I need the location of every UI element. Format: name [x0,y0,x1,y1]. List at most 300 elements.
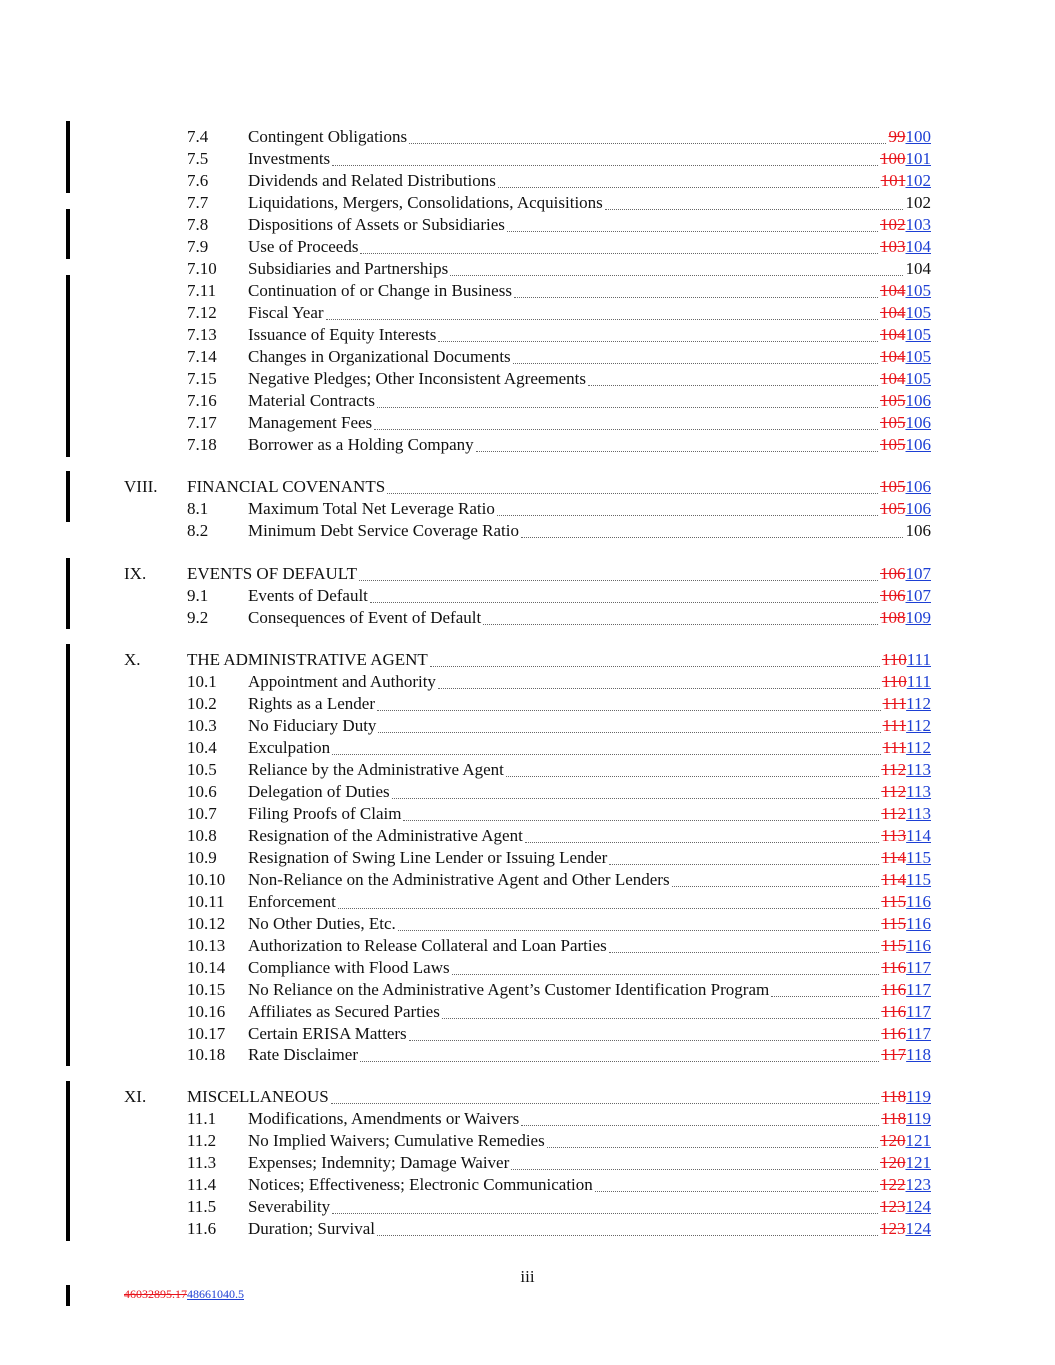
toc-section-row[interactable] [0,258,1055,280]
section-number: 7.15 [187,369,217,388]
page-number-deleted: 106 [880,564,906,583]
page-number-deleted: 110 [881,650,907,669]
dot-leader [521,537,903,538]
dot-leader [513,363,878,364]
page-number-deleted: 112 [881,760,907,779]
page-reference[interactable] [881,1023,931,1045]
toc-section-row[interactable] [0,737,1055,759]
entry-title: Expenses; Indemnity; Damage Waiver [248,1153,510,1172]
section-number: 10.3 [187,716,217,735]
toc-section-row[interactable] [0,1044,1055,1066]
entry-title: Subsidiaries and Partnerships [248,259,449,278]
dot-leader [374,429,878,430]
section-number: 7.12 [187,303,217,322]
page-number-inserted[interactable]: 101 [905,149,931,168]
toc-section-row[interactable] [0,979,1055,1001]
section-number: 10.1 [187,672,217,691]
page-number-inserted[interactable]: 112 [906,694,931,713]
page-number-inserted[interactable]: 117 [906,1002,931,1021]
section-number: 11.4 [187,1175,217,1194]
entry-title: Dividends and Related Distributions [248,171,496,190]
toc-section-row[interactable] [0,847,1055,869]
section-number: 10.12 [187,914,226,933]
page-reference[interactable] [880,214,931,236]
toc-section-row[interactable] [0,280,1055,302]
toc-section-row[interactable] [0,236,1055,258]
page-number-deleted: 100 [880,149,906,168]
toc-article-row[interactable] [0,476,1055,498]
page-reference[interactable] [883,715,931,737]
toc-section-row[interactable] [0,913,1055,935]
page-number-deleted: 99 [888,127,906,146]
page-number-inserted[interactable]: 106 [905,435,931,454]
page-number-deleted: 111 [882,738,907,757]
page-number-inserted[interactable]: 106 [905,499,931,518]
section-number: 10.15 [187,980,226,999]
page-number-deleted: 108 [880,608,906,627]
dot-leader [547,1147,878,1148]
entry-title: Maximum Total Net Leverage Ratio [248,499,495,518]
page-number-inserted[interactable]: 117 [906,958,931,977]
entry-title: Events of Default [248,586,368,605]
dot-leader [672,886,879,887]
toc-section-row[interactable] [0,1174,1055,1196]
page-number-deleted: 116 [881,980,907,999]
entry-title: Investments [248,149,331,168]
page-number-inserted[interactable]: 107 [905,586,931,605]
page-number-deleted: 110 [881,672,907,691]
section-number: 10.13 [187,936,226,955]
page-number-inserted[interactable]: 105 [905,281,931,300]
toc-section-row[interactable] [0,1001,1055,1023]
section-number: 10.18 [187,1045,226,1064]
section-number: 10.2 [187,694,217,713]
page-number-inserted[interactable]: 104 [905,237,931,256]
dot-leader [377,407,878,408]
document-id-inserted[interactable]: 48661040.5 [187,1287,244,1301]
dot-leader [387,493,878,494]
article-number: X. [124,650,141,669]
toc-section-row[interactable] [0,214,1055,236]
page-number-deleted: 120 [880,1153,906,1172]
page-reference[interactable] [881,170,931,192]
page-number-inserted[interactable]: 124 [905,1197,931,1216]
page-number-deleted: 116 [881,958,907,977]
dot-leader [338,908,879,909]
dot-leader [430,666,880,667]
page-number-deleted: 101 [880,171,906,190]
section-number: 11.2 [187,1131,217,1150]
page-number-deleted: 118 [881,1109,907,1128]
page-number-inserted[interactable]: 121 [905,1131,931,1150]
section-number: 7.16 [187,391,217,410]
revision-change-bar [66,209,70,259]
page-reference[interactable] [880,236,931,258]
entry-title: Non-Reliance on the Administrative Agent and Other Lenders [248,870,670,889]
page-reference[interactable] [889,126,932,148]
page-reference[interactable] [881,869,931,891]
page-reference[interactable] [881,781,931,803]
toc-section-row[interactable] [0,346,1055,368]
toc-section-row[interactable] [0,170,1055,192]
toc-section-row[interactable] [0,671,1055,693]
entry-title: Notices; Effectiveness; Electronic Communication [248,1175,593,1194]
page-number-inserted[interactable]: 113 [906,804,931,823]
entry-title: Consequences of Event of Default [248,608,482,627]
page-number-inserted[interactable]: 119 [906,1109,931,1128]
section-number: 10.14 [187,958,226,977]
section-number: 7.17 [187,413,217,432]
dot-leader [370,602,878,603]
article-number: XI. [124,1087,147,1106]
page-number-inserted[interactable]: 113 [906,760,931,779]
entry-title: Certain ERISA Matters [248,1024,407,1043]
section-number: 7.18 [187,435,217,454]
page-reference[interactable] [880,346,931,368]
page-number-inserted[interactable]: 106 [905,477,931,496]
page-number-deleted: 120 [880,1131,906,1150]
entry-title: EVENTS OF DEFAULT [187,564,358,583]
page-reference[interactable] [881,979,931,1001]
dot-leader [609,952,879,953]
page-number-deleted: 114 [881,870,907,889]
section-number: 11.1 [187,1109,217,1128]
page-reference[interactable] [906,192,932,214]
toc-section-row[interactable] [0,324,1055,346]
toc-section-row[interactable] [0,781,1055,803]
document-id-deleted: 46032895.17 [124,1287,187,1301]
toc-section-row[interactable] [0,126,1055,148]
entry-title: Delegation of Duties [248,782,390,801]
dot-leader [609,864,879,865]
page-reference[interactable] [880,1174,931,1196]
toc-section-row[interactable] [0,935,1055,957]
toc-section-row[interactable] [0,1152,1055,1174]
toc-section-row[interactable] [0,957,1055,979]
revision-change-bar [66,1285,70,1306]
page-number-unchanged: 106 [905,521,931,540]
entry-title: Negative Pledges; Other Inconsistent Agreements [248,369,587,388]
page-reference[interactable] [906,520,932,542]
revision-change-bar [66,471,70,522]
section-number: 11.6 [187,1219,217,1238]
page-reference[interactable] [880,368,931,390]
section-number: 9.1 [187,586,209,605]
section-number: 11.3 [187,1153,217,1172]
page-number-inserted[interactable]: 111 [906,650,931,669]
toc-section-row[interactable] [0,869,1055,891]
page-number-deleted: 103 [880,237,906,256]
page-number-inserted[interactable]: 105 [905,303,931,322]
toc-section-row[interactable] [0,498,1055,520]
section-number: 7.6 [187,171,209,190]
page-number-inserted[interactable]: 112 [906,716,931,735]
entry-title: Use of Proceeds [248,237,359,256]
entry-title: Compliance with Flood Laws [248,958,450,977]
toc-section-row[interactable] [0,368,1055,390]
revision-change-bar [66,121,70,193]
section-number: 10.11 [187,892,225,911]
page-number-deleted: 104 [880,281,906,300]
entry-title: Issuance of Equity Interests [248,325,437,344]
page-reference[interactable] [883,737,931,759]
section-number: 10.4 [187,738,217,757]
page-reference[interactable] [880,434,931,456]
page-number-deleted: 112 [881,782,907,801]
toc-section-row[interactable] [0,607,1055,629]
dot-leader [360,253,878,254]
section-number: 10.9 [187,848,217,867]
toc-section-row[interactable] [0,1023,1055,1045]
dot-leader [332,1213,878,1214]
dot-leader [332,754,881,755]
dot-leader [359,580,878,581]
page-reference[interactable] [881,847,931,869]
section-number: 10.5 [187,760,217,779]
page-reference[interactable] [881,825,931,847]
page-reference[interactable] [880,1130,931,1152]
dot-leader [392,798,879,799]
page-reference[interactable] [880,585,931,607]
dot-leader [588,385,878,386]
page-number-inserted[interactable]: 102 [905,171,931,190]
toc-section-row[interactable] [0,1130,1055,1152]
page-number-deleted: 105 [880,413,906,432]
toc-section-row[interactable] [0,390,1055,412]
page-number-inserted[interactable]: 106 [905,413,931,432]
section-number: 7.9 [187,237,209,256]
toc-section-row[interactable] [0,520,1055,542]
page-reference[interactable] [881,803,931,825]
entry-title: THE ADMINISTRATIVE AGENT [187,650,428,669]
entry-title: No Other Duties, Etc. [248,914,396,933]
toc-section-row[interactable] [0,1196,1055,1218]
entry-title: Affiliates as Secured Parties [248,1002,440,1021]
entry-title: Minimum Debt Service Coverage Ratio [248,521,519,540]
page-number-deleted: 115 [881,892,907,911]
page-number-inserted[interactable]: 119 [906,1087,931,1106]
entry-title: Duration; Survival [248,1219,376,1238]
page-number-deleted: 102 [880,215,906,234]
section-number: 7.10 [187,259,217,278]
page-number-inserted[interactable]: 115 [906,870,931,889]
page-number: iii [520,1267,535,1286]
section-number: 10.16 [187,1002,226,1021]
dot-leader [452,974,879,975]
page-number-deleted: 111 [882,716,907,735]
page-number-inserted[interactable]: 117 [906,1024,931,1043]
page-number-inserted[interactable]: 114 [906,826,931,845]
dot-leader [521,1125,879,1126]
dot-leader [476,451,878,452]
toc-article-row[interactable] [0,649,1055,671]
toc-section-row[interactable] [0,1218,1055,1240]
entry-title: Appointment and Authority [248,672,436,691]
page-number-inserted[interactable]: 107 [905,564,931,583]
dot-leader [377,710,881,711]
page-number-inserted[interactable]: 113 [906,782,931,801]
page-reference[interactable] [880,412,931,434]
dot-leader [398,930,879,931]
dot-leader [525,842,879,843]
entry-title: Resignation of the Administrative Agent [248,826,523,845]
page-reference[interactable] [906,258,932,280]
dot-leader [326,319,878,320]
revision-change-bar [66,558,70,629]
dot-leader [409,143,886,144]
section-number: 10.6 [187,782,217,801]
page-number-inserted[interactable]: 111 [906,672,931,691]
toc-section-row[interactable] [0,585,1055,607]
page-number-inserted[interactable]: 117 [906,980,931,999]
page-number-deleted: 114 [881,848,907,867]
page-number-deleted: 104 [880,325,906,344]
page-reference[interactable] [882,671,931,693]
section-number: 10.7 [187,804,217,823]
page-reference[interactable] [881,1001,931,1023]
page-reference[interactable] [880,607,931,629]
page-number-deleted: 123 [880,1219,906,1238]
section-number: 8.1 [187,499,209,518]
page-number-inserted[interactable]: 115 [906,848,931,867]
page-number-deleted: 115 [881,914,907,933]
page-number-inserted[interactable]: 116 [906,914,931,933]
section-number: 7.14 [187,347,217,366]
section-number: 11.5 [187,1197,217,1216]
entry-title: Dispositions of Assets or Subsidiaries [248,215,505,234]
page-number-deleted: 104 [880,369,906,388]
entry-title: Continuation of or Change in Business [248,281,512,300]
toc-section-row[interactable] [0,302,1055,324]
section-number: 7.13 [187,325,217,344]
entry-title: No Fiduciary Duty [248,716,377,735]
page-reference[interactable] [880,1218,931,1240]
entry-title: Enforcement [248,892,336,911]
page-reference[interactable] [883,693,931,715]
dot-leader [378,732,881,733]
toc-section-row[interactable] [0,434,1055,456]
page-number-deleted: 123 [880,1197,906,1216]
page-number-inserted[interactable]: 100 [905,127,931,146]
toc-section-row[interactable] [0,693,1055,715]
dot-leader [442,1018,879,1019]
page-number-inserted[interactable]: 109 [905,608,931,627]
entry-title: MISCELLANEOUS [187,1087,329,1106]
dot-leader [409,1040,879,1041]
page-number-deleted: 115 [881,936,907,955]
page-reference[interactable] [881,935,931,957]
toc-section-row[interactable] [0,715,1055,737]
page-number-inserted[interactable]: 103 [905,215,931,234]
page-reference[interactable] [880,302,931,324]
page-number-inserted[interactable]: 118 [906,1045,931,1064]
toc-section-row[interactable] [0,412,1055,434]
toc-section-row[interactable] [0,825,1055,847]
section-number: 8.2 [187,521,209,540]
page-number-inserted[interactable]: 105 [905,325,931,344]
page-reference[interactable] [881,957,931,979]
toc-section-row[interactable] [0,803,1055,825]
page-number-deleted: 105 [880,391,906,410]
page-reference[interactable] [880,1152,931,1174]
dot-leader [605,209,903,210]
section-number: 7.11 [187,281,217,300]
page-reference[interactable] [880,280,931,302]
page-number-inserted[interactable]: 116 [906,892,931,911]
page-reference[interactable] [881,1044,931,1066]
page-reference[interactable] [881,891,931,913]
toc-section-row[interactable] [0,192,1055,214]
page-reference[interactable] [881,759,931,781]
entry-title: Authorization to Release Collateral and Loan Parties [248,936,607,955]
page-number-inserted[interactable]: 106 [905,391,931,410]
page-number-inserted[interactable]: 124 [905,1219,931,1238]
page-number-deleted: 104 [880,347,906,366]
page-reference[interactable] [881,913,931,935]
page-number-inserted[interactable]: 116 [906,936,931,955]
page-reference[interactable] [880,563,931,585]
section-number: 7.4 [187,127,209,146]
page-number-inserted[interactable]: 123 [905,1175,931,1194]
revision-change-bar [66,644,70,1066]
page-number-deleted: 113 [881,826,907,845]
page-number-inserted[interactable]: 105 [905,347,931,366]
page-reference[interactable] [880,390,931,412]
page-reference[interactable] [880,148,931,170]
document-id [124,1287,244,1302]
dot-leader [438,341,878,342]
toc-article-row[interactable] [0,1086,1055,1108]
toc-section-row[interactable] [0,1108,1055,1130]
section-number: 7.7 [187,193,209,212]
page-reference[interactable] [881,1086,931,1108]
entry-title: Contingent Obligations [248,127,408,146]
dot-leader [377,1235,878,1236]
toc-section-row[interactable] [0,148,1055,170]
entry-title: Resignation of Swing Line Lender or Issuing Lender [248,848,608,867]
toc-section-row[interactable] [0,759,1055,781]
page-reference[interactable] [880,498,931,520]
page-reference[interactable] [882,649,931,671]
page-reference[interactable] [881,1108,931,1130]
dot-leader [497,515,878,516]
page-number-deleted: 118 [881,1087,907,1106]
section-number: 9.2 [187,608,209,627]
revision-change-bar [66,1081,70,1241]
page-number-inserted[interactable]: 112 [906,738,931,757]
dot-leader [483,624,878,625]
entry-title: Rights as a Lender [248,694,375,713]
page-number-inserted[interactable]: 105 [905,369,931,388]
page-number-deleted: 105 [880,499,906,518]
page-number-inserted[interactable]: 121 [905,1153,931,1172]
page-number-deleted: 111 [882,694,907,713]
dot-leader [511,1169,878,1170]
page-number-deleted: 112 [881,804,907,823]
article-number: VIII. [124,477,158,496]
dot-leader [332,165,878,166]
entry-title: Severability [248,1197,331,1216]
article-number: IX. [124,564,147,583]
entry-title: FINANCIAL COVENANTS [187,477,386,496]
page-reference[interactable] [880,476,931,498]
dot-leader [506,776,879,777]
toc-article-row[interactable] [0,563,1055,585]
page-number-deleted: 122 [880,1175,906,1194]
page-reference[interactable] [880,324,931,346]
toc-section-row[interactable] [0,891,1055,913]
page-reference[interactable] [880,1196,931,1218]
